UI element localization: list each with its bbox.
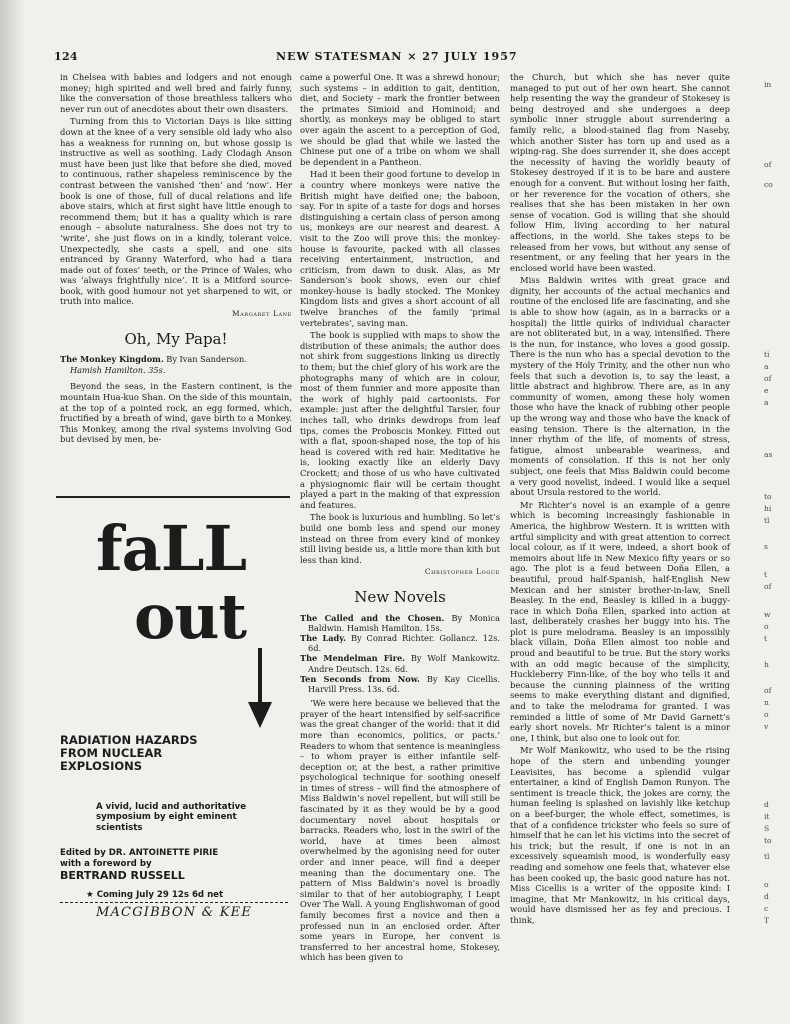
margin-fragment: o [764,710,769,719]
paragraph: Miss Baldwin writes with great grace and dignity, her accounts of the actual mechanics and routine of the enclosed life are fascinating, and she is able to show how (again, as in a barracks or a hospital) the little quirks of individual character are not obliterated but, in a way, intensified. There is the nun, for instance, who loves a good gossip. There is the nun who has a special devotion to the mystery of the Holy Trinity, and the other nun who feels that such a devotion is, to say the least, a little abstract and highbrow. There are, as in any community of women, among these holy women those who have the knack of rubbing other people up the wrong way and those who have the knack of easing tension. There is the alternation, in the inner rhythm of the life, of moments of stress, fatigue, almost unbearable weariness, and moments of consolation. If this is not her only subject, one feels that Miss Baldwin could become a very good novelist, indeed. I would like a sequel about Ursula restored to the world. [510,275,730,498]
paragraph: Beyond the seas, in the Eastern continent, is the mountain Hua-kuo Shan. On the side of this mountain, at the top of a pointed rock, an egg formed, which, fructified by a breath of wind, gave birth to a Monkey. This Monkey, among the rival systems involving God but devised by men, be- [60,381,292,445]
paragraph: came a powerful One. It was a shrewd honour; such systems – in addition to gait, dentition, diet, and Society – mark the frontier between the primates Simioid and Hominoid; and shortly, as monkeys may be obliged to start over again the ascent to a perception of God, we should be glad that while we lasted the Chinese put one of a tribe on whom we shall be dependent in a Pantheon. [300,72,500,167]
book-title: The Mendelman Fire. [300,653,405,664]
margin-fragment: of [764,374,772,383]
book-publisher: Hamish Hamilton. 35s. [70,364,166,375]
ad-release-info: ★ Coming July 29 12s 6d net [86,890,224,900]
book-title: The Monkey Kingdom. [60,354,164,365]
fallout-advertisement [56,496,290,920]
margin-fragment: tl [764,852,770,861]
ad-title-fall: faLL [96,512,247,585]
paragraph: Mr Richter’s novel is an example of a genre which is becoming increasingly fashionable in America, the highbrow Western. It is written with artful simplicity and with great attention to correct local colour, as if it were, indeed, a short book of memoirs about life in New Mexico fifty years or so ago. The plot is a feud between Doña Ellen, a beautiful, proud half-Spanish, half-English New Mexican and her sinister brother-in-law, Snell Beasley. In the end, Beasley is killed in a buggy-race in which Doña Ellen, sparked into action at last, deliberately crashes her buggy into his. The plot is pure melodrama. Beasley is an impossibly black villain, Doña Ellen almost too noble and proud and beautiful to be true. But the story works with an odd magic because of the simplicity, Huckleberry Finn-like, of the boy who tells it and because the cunning plainness of the writing seems to make everything distant and dignified, and to take the melodrama for granted. I was reminded a little of some of Mr David Garnett’s early short novels. Mr Richter’s talent is a minor one, I think, but also one to look out for. [510,499,730,743]
ad-credits [60,848,290,881]
paragraph: The book is supplied with maps to show the distribution of these animals; the author does not shirk from suggestions linking us directly to them; but the chief glory of his work are the photographs many of which are in colour, most of them funnier and more apposite than the work of highly paid cartoonists. For example: just after the delightful Tarsier, four inches tall, who drinks dewdrops from leaf tips, comes the Proboscis Monkey. Fitted out with a flat, spoon-shaped nose, the top of his head is covered with red hair. Meditative he is, looking exactly like an elderly Davy Crockett; and those of us who have cultivated a physiognomic flair will be certain thought played a part in the making of that expression and features. [300,330,500,510]
margin-fragment: o [764,622,769,631]
book-details: By Conrad Richter. Gollancz. 12s. 6d. [308,632,500,654]
paragraph: ‘We were here because we believed that the prayer of the heart intensified by self-sacrifice was the great changer of the world: that it did more than economics, politics, or pacts.’ Readers to whom that sentence is meaningless – to whom prayer is either infantile self-deception or, at the best, a rather primitive psychological technique for soothing oneself in times of stress – will find the atmosphere of Miss Baldwin’s novel repellent, but will still be fascinated by it as they would be by a good documentary novel about hospitals or barracks. Readers who, lost in the swirl of the world, have at times been almost overwhelmed by the agonising need for outer order and inner peace, will find a deeper meaning than the documentary one. The pattern of Miss Baldwin’s novel is broadly similar to that of her autobiography, I Leapt Over The Wall. A young Englishwoman of good family becomes first a novice and then a professed nun in an enclosed order. After some years in Europe, her convent is transferred to her ancestral home, Stokesey, which has been given to [300,698,500,963]
book-entry [300,613,500,633]
margin-fragment: to [764,492,772,501]
facing-page-margin [760,80,790,980]
margin-fragment: it [764,812,770,821]
ad-title-out: out [134,580,247,653]
ad-foreword-label: with a foreword by [60,859,152,869]
margin-fragment: n [764,698,769,707]
page-number: 124 [54,50,78,63]
book-entry [300,633,500,653]
paragraph: the Church, but which she has never quite managed to put out of her own heart. She cannot help resenting the way the grandeur of Stokesey is being destroyed and she undergoes a deep symbolic inner struggle about surrendering a family relic, a blood-stained flag from Naseby, which another Sister has torn up and used as a wiping-rag. She does surrender it, she does accept the necessity of having the worldly beauty of Stokesey destroyed if it is to be bare and austere enough for a convent. But without losing her faith, or her reverence for the vocation of others, she realises that she has been mistaken in her own sense of vocation. God is willing that she should follow Him, living according to her natural affections, in the world. She takes steps to be released from her vows, but without any sense of resentment, or any feeling that her years in the enclosed world have been wasted. [510,72,730,273]
ad-editor: Edited by DR. ANTOINETTE PIRIE [60,848,219,858]
margin-fragment: t [764,570,768,579]
column-3 [510,72,730,928]
book-details: By Monica Baldwin. Hamish Hamilton. 15s. [308,612,500,633]
paragraph: Mr Wolf Mankowitz, who used to be the rising hope of the stern and unbending younger Leavisites, has become a splendid vulgar entertainer, a kind of English Damon Runyon. The sentiment is treacle thick, the jokes are corny, the human feeling is splashed on lavishly like ketchup on a beef-burger, the whole effect, sometimes, is that of a confidence trickster who feels so sure of himself that he can let his victims into the secret of his trick; but the result, if one is not in an excessively squeamish mood, is wonderfully easy reading and somehow one feels that, whatever else has been cooked up, the basic good nature has not. Miss Cicellis is a writer of the opposite kind: I imagine, that Mr Mankowitz, in his critical days, would have dismissed her as fey and precious. I think, [510,745,730,925]
masthead: NEW STATESMAN × 27 JULY 1957 [276,50,518,63]
margin-fragment: T [764,916,770,925]
ad-publisher: MACGIBBON & KEE [60,902,288,920]
margin-fragment: e [764,386,769,395]
margin-fragment: tl [764,516,770,525]
column-2 [300,72,500,965]
paragraph: Had it been their good fortune to develop in a country where monkeys were native the British might have deified one; the baboon, say. For in spite of a taste for dogs and horses distinguishing a certain class of person among us, monkeys are our nearest and dearest. A visit to the Zoo will prove this: the monkey-house is favourite, packed with all classes receiving entertainment, instruction, and criticism, from dawn to dusk. Alas, as Mr Sanderson’s book shows, even our chief monkey-house is badly stocked. The Monkey Kingdom lists and gives a short account of all twelve branches of the family ‘primal vertebrates’, saving man. [300,169,500,328]
margin-fragment: of [764,686,772,695]
column-1 [60,72,292,447]
book-entry [300,653,500,673]
book-title: Ten Seconds from Now. [300,673,420,684]
margin-fragment: o [764,880,769,889]
book-entry [300,674,500,694]
paragraph: The book is luxurious and humbling. So let’s build one bomb less and spend our money instead on three from every kind of monkey still living beside us, a little more than kith but less than kind. [300,512,500,565]
margin-fragment: w [764,610,771,619]
section-headline: New Novels [354,587,446,606]
paragraph: Turning from this to Victorian Days is like sitting down at the knee of a very sensible old lady who also has a weakness for running on, but whose gossip is instructive as well as soothing. Lady Clodagh Anson must have been just like that before she died, moved to continuous, rather shapeless reminiscence by the contrast between the vanished ‘then’ and ‘now’. Her book is one of those, full of ducal relations and life above stairs, which at first sight have little enough to recommend them; but it has a quality which is rare enough – absolute naturalness. She does not try to ‘write’, she just flows on in a kindly, tolerant voice. Unexpectedly, she casts a spell, and one sits entranced by Granny Waterford, who had a tiara made out of foxes’ teeth, or the Prince of Wales, who was ‘always frightfully nice’. It is a Mitford source-book, with good humour not yet sharpened to wit, or truth into malice. [60,116,292,307]
book-reference [60,354,292,375]
reviewer-signature: Margaret Lane [232,309,292,319]
ad-description: A vivid, lucid and authoritative symposium by eight eminent scientists [96,802,247,833]
margin-fragment: to [764,836,772,845]
margin-fragment: c [764,904,769,913]
book-title: The Called and the Chosen. [300,612,445,623]
reviewer-signature: Christopher Logue [424,567,500,577]
margin-fragment: in [764,80,772,89]
margin-fragment: v [764,722,769,731]
review-headline: Oh, My Papa! [124,329,228,348]
book-details: By Kay Cicellis. Harvill Press. 13s. 6d. [308,673,501,694]
paragraph: in Chelsea with babies and lodgers and not enough money; high spirited and well bred and fairly funny, like the conversation of those breathless talkers who never run out of anecdotes about their own disasters. [60,72,292,114]
running-header [54,50,714,66]
book-title: The Lady. [300,632,346,643]
margin-fragment: h [764,660,769,669]
margin-fragment: as [764,450,773,459]
margin-fragment: d [764,800,769,809]
margin-fragment: of [764,160,772,169]
book-details: By Wolf Mankowitz. Andre Deutsch. 12s. 6d. [308,653,500,674]
book-author: By Ivan Sanderson. [166,354,247,365]
margin-fragment: co [764,180,773,189]
margin-fragment: of [764,582,772,591]
margin-fragment: a [764,362,769,371]
ad-headline: RADIATION HAZARDS FROM NUCLEAR EXPLOSIONS [60,733,198,773]
margin-fragment: t [764,634,768,643]
margin-fragment: d [764,892,769,901]
margin-fragment: a [764,398,769,407]
margin-fragment: s [764,542,768,551]
binding-shadow [0,0,26,1024]
book-list [300,613,500,695]
margin-fragment: S [764,824,770,833]
margin-fragment: ti [764,350,770,359]
margin-fragment: hi [764,504,772,513]
ad-foreword-author: BERTRAND RUSSELL [60,869,185,882]
